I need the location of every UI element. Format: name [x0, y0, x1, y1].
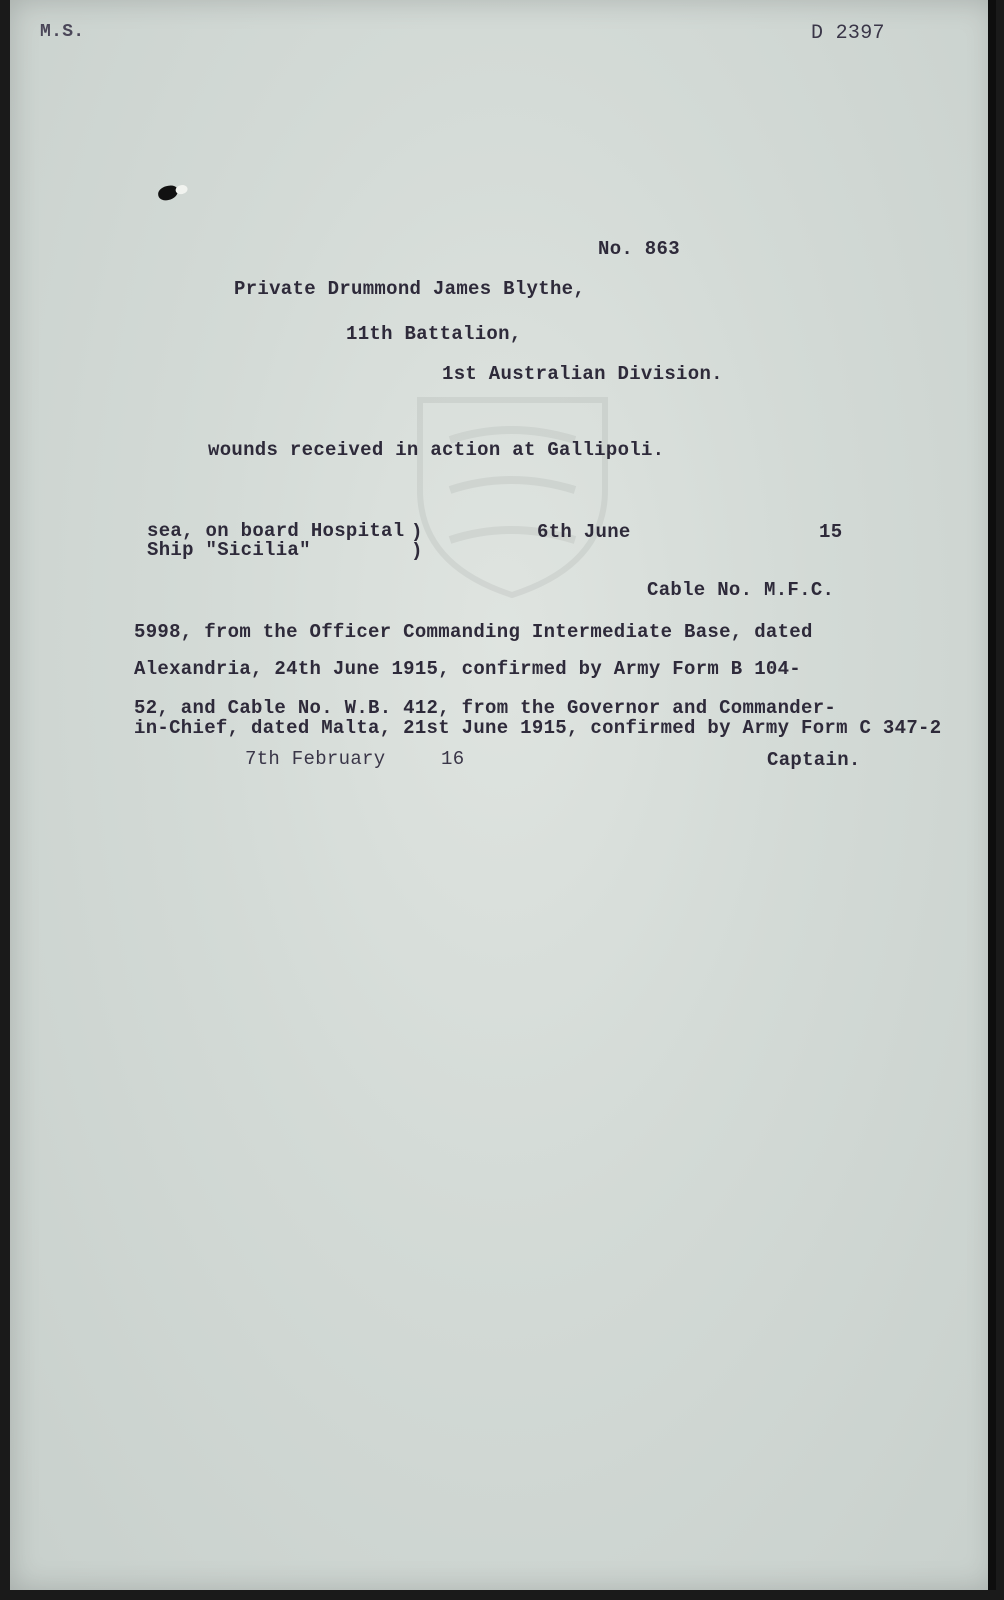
place-bracket-1: ) [411, 521, 423, 543]
authority-line-3: 52, and Cable No. W.B. 412, from the Governor and Commander- [134, 697, 837, 719]
document-page [10, 0, 996, 1590]
ms-mark: M.S. [40, 22, 85, 42]
place-line-1: sea, on board Hospital [147, 520, 405, 542]
year-of-death: 15 [819, 521, 843, 543]
signature-year: 16 [441, 748, 465, 770]
soldier-rank-name: Private Drummond James Blythe, [234, 278, 586, 300]
place-bracket-2: ) [411, 540, 423, 562]
soldier-division: 1st Australian Division. [442, 363, 723, 385]
place-line-2: Ship "Sicilia" [147, 539, 311, 561]
reference-number: D 2397 [811, 22, 885, 45]
signatory-rank: Captain. [767, 749, 861, 771]
service-number: No. 863 [598, 238, 680, 260]
authority-line-4: in-Chief, dated Malta, 21st June 1915, confirmed by Army Form C 347-2 [134, 717, 942, 739]
signature-date: 7th February [245, 748, 386, 770]
authority-line-2: Alexandria, 24th June 1915, confirmed by Army Form B 104- [134, 658, 802, 680]
faint-crest-stamp [410, 380, 615, 600]
nature-of-death: wounds received in action at Gallipoli. [208, 439, 665, 461]
authority-head: Cable No. M.F.C. [647, 579, 835, 601]
authority-line-1: 5998, from the Officer Commanding Intermediate Base, dated [134, 621, 813, 643]
ink-blot [157, 184, 179, 202]
date-of-death: 6th June [537, 521, 631, 543]
soldier-unit: 11th Battalion, [346, 323, 522, 345]
page-edge [988, 0, 996, 1590]
